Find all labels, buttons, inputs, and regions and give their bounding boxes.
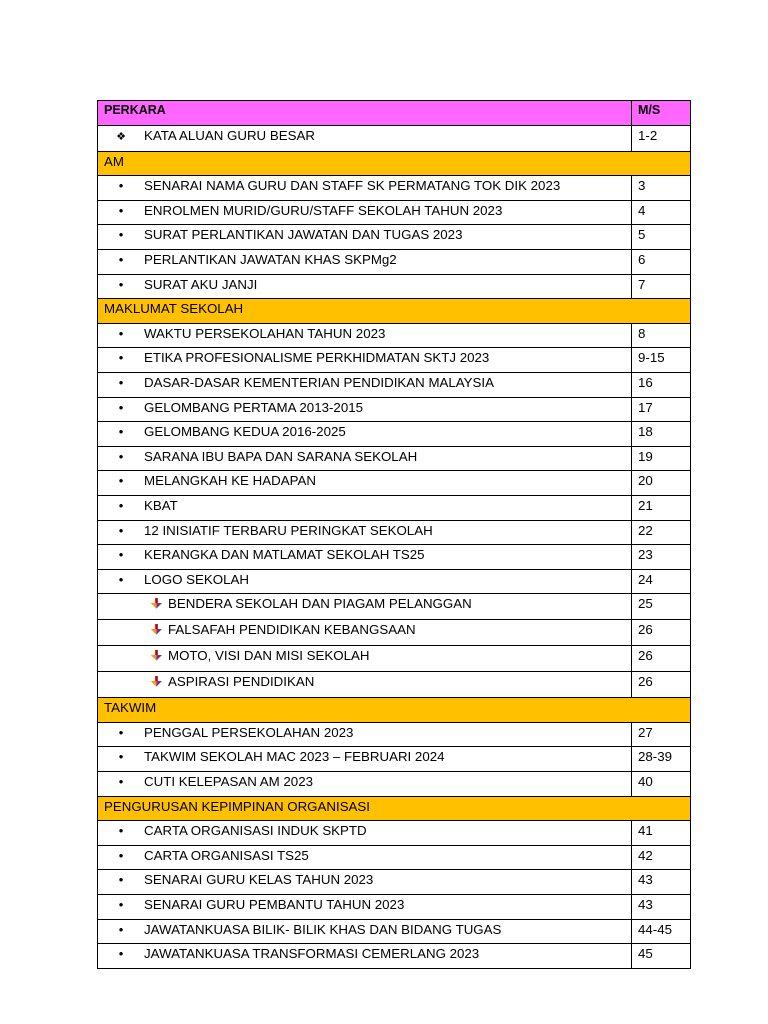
round-bullet-icon: • [118,399,124,415]
table-row [98,919,691,944]
round-bullet-icon: • [118,897,124,913]
round-bullet-icon: • [118,424,124,440]
table-row [98,520,691,545]
item-label: CARTA ORGANISASI INDUK SKPTD [144,823,367,839]
round-bullet-icon: • [118,497,124,513]
round-bullet-icon: • [118,178,124,194]
table-row [98,747,691,772]
table-row [98,471,691,496]
item-cell [98,722,632,747]
page-number: 28-39 [632,747,691,772]
item-label: BENDERA SEKOLAH DAN PIAGAM PELANGGAN [168,596,472,612]
item-label: CARTA ORGANISASI TS25 [144,847,309,863]
item-label: PENGGAL PERSEKOLAHAN 2023 [144,724,354,740]
table-row [98,274,691,299]
item-label: PERLANTIKAN JAWATAN KHAS SKPMg2 [144,251,397,267]
item-label: FALSAFAH PENDIDIKAN KEBANGSAAN [168,622,416,638]
item-cell [98,646,632,672]
page-number: 40 [632,772,691,797]
round-bullet-icon: • [118,276,124,292]
section-title: PENGURUSAN KEPIMPINAN ORGANISASI [98,796,632,821]
table-row [98,569,691,594]
page-number: 6 [632,249,691,274]
item-cell [98,422,632,447]
page-number: 26 [632,672,691,698]
page-number: 22 [632,520,691,545]
item-label: SENARAI GURU KELAS TAHUN 2023 [144,872,374,888]
page-number: 9-15 [632,348,691,373]
table-row [98,545,691,570]
item-cell [98,249,632,274]
table-row [98,895,691,920]
page-number: 20 [632,471,691,496]
multicolor-arrow-bullet-icon [98,624,168,639]
item-cell [98,772,632,797]
multicolor-arrow-bullet-icon [98,676,168,691]
table-row [98,125,691,151]
item-cell [98,446,632,471]
item-label: SARANA IBU BAPA DAN SARANA SEKOLAH [144,448,418,464]
section-header-row [98,151,691,176]
table-row [98,944,691,969]
round-bullet-icon: • [118,946,124,962]
table-row [98,397,691,422]
item-label: DASAR-DASAR KEMENTERIAN PENDIDIKAN MALAYSIA [144,374,494,390]
round-bullet-icon: • [118,921,124,937]
table-row [98,348,691,373]
item-cell [98,747,632,772]
item-label: ENROLMEN MURID/GURU/STAFF SEKOLAH TAHUN 2023 [144,202,503,218]
page-number: 1-2 [632,125,691,151]
page-number: 8 [632,323,691,348]
table-row [98,446,691,471]
section-header-row [98,698,691,723]
table-row [98,249,691,274]
page-number: 5 [632,225,691,250]
page-number: 45 [632,944,691,969]
item-cell [98,620,632,646]
item-label: CUTI KELEPASAN AM 2023 [144,774,313,790]
item-label: ETIKA PROFESIONALISME PERKHIDMATAN SKTJ 2023 [144,350,490,366]
item-label: MOTO, VISI DAN MISI SEKOLAH [168,648,370,664]
round-bullet-icon: • [118,774,124,790]
item-label: ASPIRASI PENDIDIKAN [168,674,315,690]
round-bullet-icon: • [118,251,124,267]
item-cell [98,176,632,201]
item-cell [98,594,632,620]
table-row [98,422,691,447]
page-number: 24 [632,569,691,594]
table-row [98,672,691,698]
header-perkara: PERKARA [98,101,632,126]
page-number: 16 [632,372,691,397]
item-label: GELOMBANG PERTAMA 2013-2015 [144,399,364,415]
header-ms: M/S [632,101,691,126]
item-cell [98,545,632,570]
page-number: 23 [632,545,691,570]
item-label: SURAT AKU JANJI [144,276,258,292]
item-cell [98,397,632,422]
round-bullet-icon: • [118,547,124,563]
item-label: WAKTU PERSEKOLAHAN TAHUN 2023 [144,325,386,341]
item-label: JAWATANKUASA TRANSFORMASI CEMERLANG 2023 [144,946,480,962]
item-label: GELOMBANG KEDUA 2016-2025 [144,424,346,440]
page-number: 44-45 [632,919,691,944]
page-number: 17 [632,397,691,422]
round-bullet-icon: • [118,847,124,863]
table-row [98,620,691,646]
page-number: 26 [632,646,691,672]
section-page-cell [632,299,691,324]
table-row [98,821,691,846]
page-number: 26 [632,620,691,646]
table-row [98,225,691,250]
round-bullet-icon: • [118,571,124,587]
table-row [98,372,691,397]
round-bullet-icon: • [118,823,124,839]
section-title: MAKLUMAT SEKOLAH [98,299,632,324]
round-bullet-icon: • [118,350,124,366]
page-number: 3 [632,176,691,201]
item-cell [98,471,632,496]
item-cell [98,274,632,299]
item-label: KERANGKA DAN MATLAMAT SEKOLAH TS25 [144,547,425,563]
item-label: JAWATANKUASA BILIK- BILIK KHAS DAN BIDANG TUGAS [144,921,502,937]
round-bullet-icon: • [118,448,124,464]
item-cell [98,372,632,397]
item-label: SURAT PERLANTIKAN JAWATAN DAN TUGAS 2023 [144,227,463,243]
table-row [98,200,691,225]
item-label: LOGO SEKOLAH [144,571,249,587]
section-title: AM [98,151,632,176]
item-label: TAKWIM SEKOLAH MAC 2023 – FEBRUARI 2024 [144,749,445,765]
item-label: SENARAI GURU PEMBANTU TAHUN 2023 [144,897,405,913]
page-number: 43 [632,870,691,895]
item-cell [98,225,632,250]
table-row [98,594,691,620]
multicolor-arrow-bullet-icon [98,650,168,665]
item-cell [98,821,632,846]
section-page-cell [632,796,691,821]
page-number: 21 [632,495,691,520]
item-cell [98,845,632,870]
table-row [98,323,691,348]
table-row [98,722,691,747]
section-header-row [98,299,691,324]
item-cell [98,125,632,151]
item-cell [98,944,632,969]
table-row [98,870,691,895]
round-bullet-icon: • [118,325,124,341]
page-number: 41 [632,821,691,846]
item-label: KATA ALUAN GURU BESAR [144,127,315,143]
section-page-cell [632,698,691,723]
round-bullet-icon: • [118,202,124,218]
table-header-row [98,101,691,126]
item-cell [98,569,632,594]
table-row [98,495,691,520]
page-number: 7 [632,274,691,299]
round-bullet-icon: • [118,872,124,888]
round-bullet-icon: • [118,227,124,243]
multicolor-arrow-bullet-icon [98,598,168,613]
contents-table [97,100,691,969]
table-row [98,646,691,672]
item-label: SENARAI NAMA GURU DAN STAFF SK PERMATANG TOK DIK 2023 [144,178,561,194]
table-row [98,176,691,201]
item-cell [98,895,632,920]
item-label: KBAT [144,497,178,513]
item-cell [98,919,632,944]
item-cell [98,348,632,373]
four-diamond-bullet-icon: ❖ [116,130,126,143]
round-bullet-icon: • [118,374,124,390]
page-number: 25 [632,594,691,620]
round-bullet-icon: • [118,473,124,489]
item-cell [98,495,632,520]
page-number: 43 [632,895,691,920]
item-cell [98,200,632,225]
section-title: TAKWIM [98,698,632,723]
page-number: 42 [632,845,691,870]
page-number: 18 [632,422,691,447]
section-header-row [98,796,691,821]
table-row [98,845,691,870]
round-bullet-icon: • [118,749,124,765]
page-number: 4 [632,200,691,225]
item-label: MELANGKAH KE HADAPAN [144,473,316,489]
item-cell [98,870,632,895]
page-number: 27 [632,722,691,747]
item-cell [98,323,632,348]
round-bullet-icon: • [118,724,124,740]
page-number: 19 [632,446,691,471]
section-page-cell [632,151,691,176]
item-cell [98,520,632,545]
table-row [98,772,691,797]
item-label: 12 INISIATIF TERBARU PERINGKAT SEKOLAH [144,522,433,538]
round-bullet-icon: • [118,522,124,538]
item-cell [98,672,632,698]
